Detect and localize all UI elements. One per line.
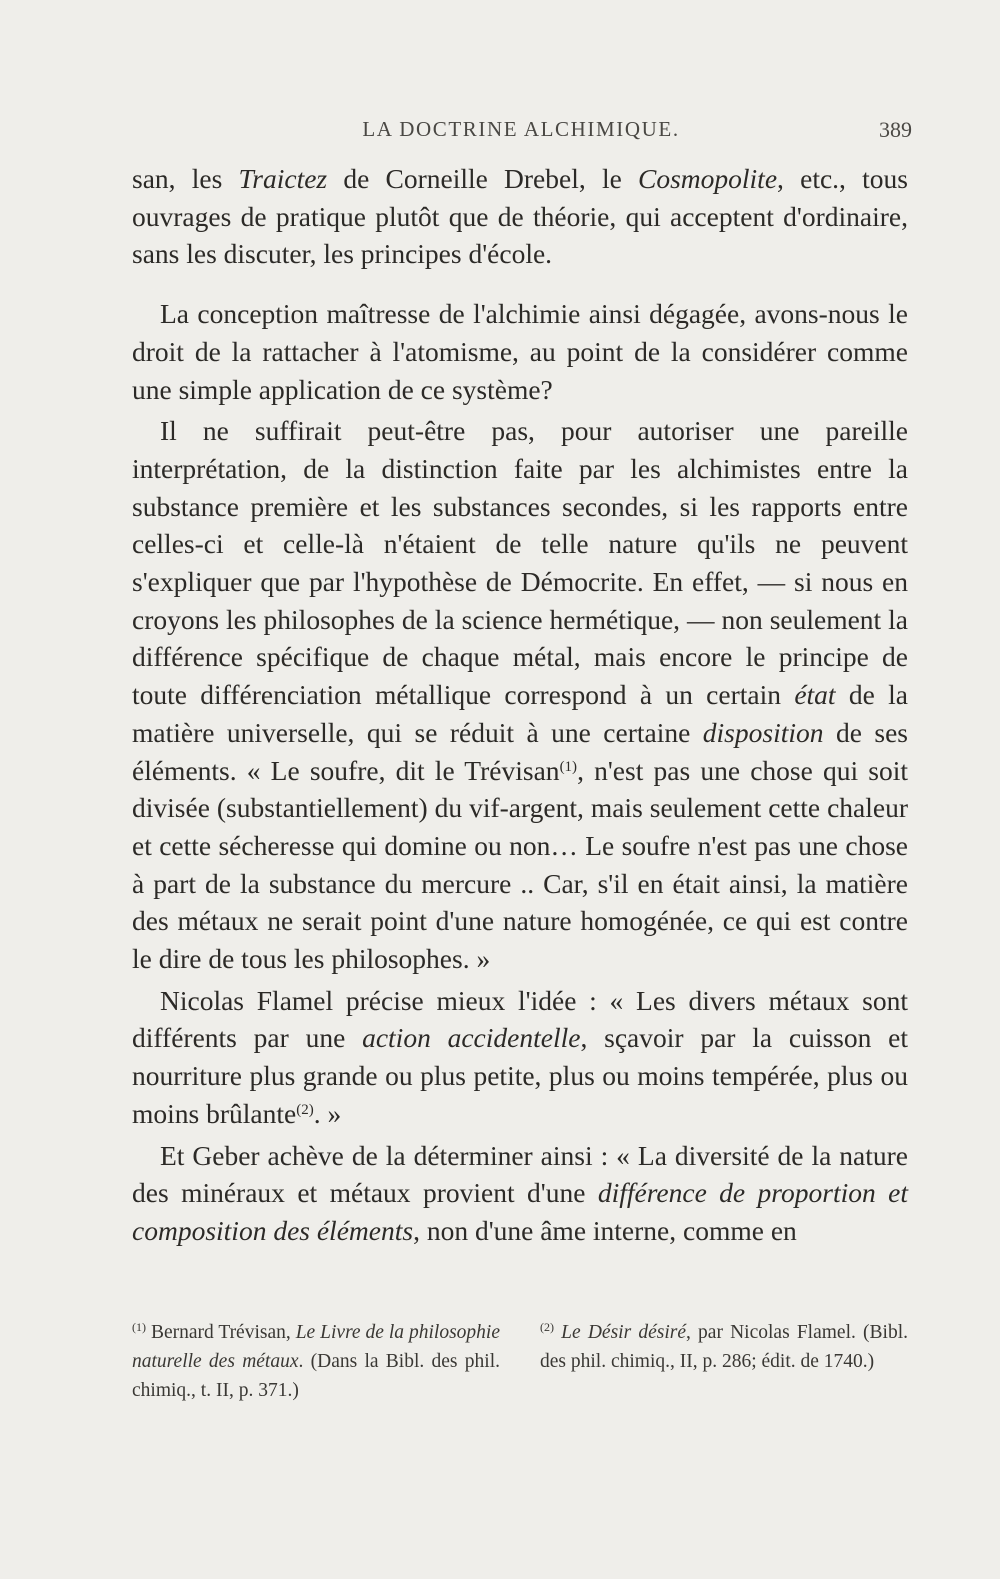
text-run: san, les <box>132 163 239 194</box>
italic-text: Le Désir désiré <box>561 1322 686 1343</box>
text-run: de Corneille Drebel, le <box>327 163 638 194</box>
text-run: . (Dans la Bibl. des phil. chimiq., t. II, p. 371.) <box>132 1351 500 1401</box>
main-text <box>132 160 908 1250</box>
footnote <box>132 1318 500 1405</box>
text-run: , etc., tous ouvrages de pratique plutôt que de théorie, qui acceptent d'ordinaire, sans les discuter, les principes d'école. <box>132 163 908 270</box>
page-header <box>130 117 912 147</box>
text-run: . » <box>313 1097 342 1129</box>
italic-text: disposition <box>702 716 824 748</box>
italic-text: action accidentelle <box>362 1022 581 1054</box>
footnote-marker: (2) <box>296 1101 314 1118</box>
paragraph <box>132 295 908 408</box>
page-number: 389 <box>879 117 912 142</box>
footnotes <box>132 1318 908 1405</box>
italic-text: état <box>794 679 836 711</box>
italic-text: différence de proportion et composition des éléments <box>132 1177 908 1246</box>
footnote-marker: (1) <box>132 1320 146 1334</box>
text-run: Nicolas Flamel précise mieux l'idée : « Les divers métaux sont différents par une <box>132 984 908 1054</box>
text-run: , non d'une âme interne, comme en <box>413 1214 797 1246</box>
paragraph <box>132 412 908 978</box>
running-title: LA DOCTRINE ALCHIMIQUE. <box>362 117 680 141</box>
paragraph <box>132 982 908 1133</box>
text-run: Il ne suffirait peut-être pas, pour autoriser une pareille interprétation, de la distinction faite par les alchimistes entre la substance première et les substances secondes, si les rapports entre celles-ci et celle-là n'étaient de telle nature qu'ils ne peuvent s'expliquer que par l'hypothèse de Démocrite. En effet, — si nous en croyons les philosophes de la science hermétique, — non seulement la différence spécifique de chaque métal, mais encore le principe de toute différenciation métallique correspond à un certain <box>132 415 908 711</box>
footnote <box>540 1318 908 1405</box>
italic-text: Le Livre de la philosophie naturelle des métaux <box>132 1322 500 1372</box>
text-run: La conception maîtresse de l'alchimie ainsi dégagée, avons-nous le droit de la rattacher à l'atomisme, au point de la considérer comme une simple application de ce système? <box>132 298 908 405</box>
text-run: de ses éléments. « Le soufre, dit le Trévisan <box>132 716 908 786</box>
footnote-marker: (1) <box>559 758 578 775</box>
text-run: Et Geber achève de la déterminer ainsi : « La diversité de la nature des minéraux et métaux provient d'une <box>132 1139 908 1209</box>
paragraph <box>132 160 908 273</box>
paragraph <box>132 1137 908 1250</box>
text-run: , n'est pas une chose qui soit divisée (substantiellement) du vif-argent, mais seulement cette chaleur et cette sécheresse qui domine ou non… Le soufre n'est pas une chose à part de la substance du mercure .. Car, s'il en était ainsi, la matière des métaux ne serait point d'une nature homogénée, ce qui est contre le dire de tous les philosophes. » <box>132 754 909 975</box>
italic-text: Cosmopolite <box>638 163 778 194</box>
text-run: de la matière universelle, qui se réduit à une certaine <box>132 679 908 748</box>
italic-text: Traictez <box>238 163 328 194</box>
text-run: , sçavoir par la cuisson et nourriture plus grande ou plus petite, plus ou moins tempérée, plus ou moins brûlante <box>132 1022 909 1129</box>
text-run: Bernard Trévisan, <box>146 1322 296 1343</box>
footnote-marker: (2) <box>540 1320 554 1334</box>
text-run: , par Nicolas Flamel. (Bibl. des phil. chimiq., II, p. 286; édit. de 1740.) <box>540 1322 908 1372</box>
